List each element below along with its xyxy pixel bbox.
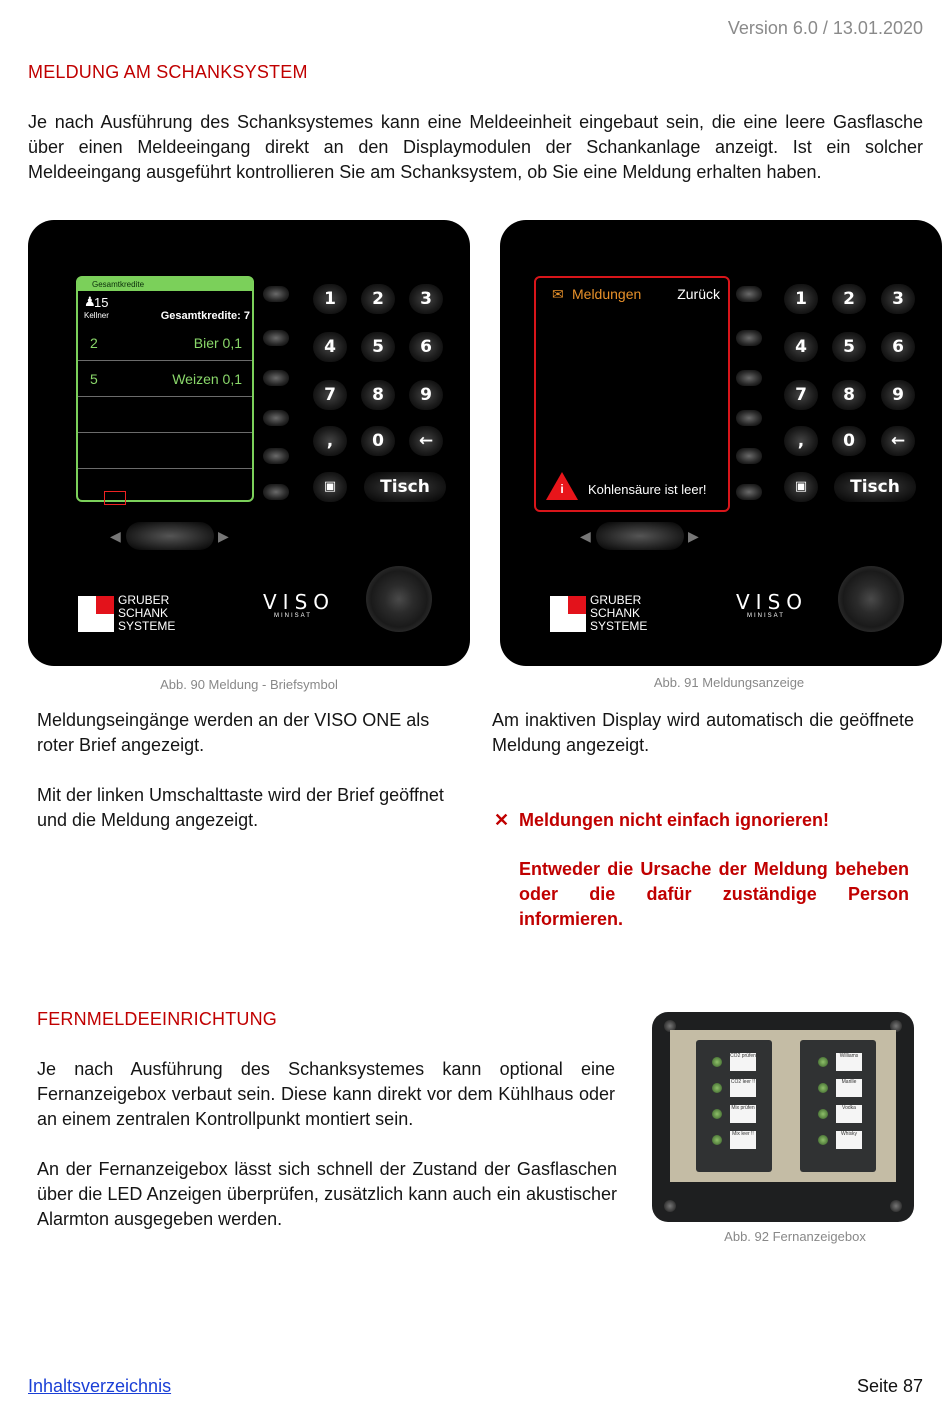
tap-knob[interactable] bbox=[366, 566, 432, 632]
led-row bbox=[706, 1052, 758, 1072]
figure-caption-90: Abb. 90 Meldung - Briefsymbol bbox=[160, 677, 338, 692]
key-3[interactable]: 3 bbox=[881, 284, 915, 314]
led-indicator bbox=[712, 1083, 722, 1093]
device-viso-one-envelope bbox=[28, 220, 470, 666]
arrow-right-icon: ▶ bbox=[688, 528, 699, 544]
switch-key[interactable] bbox=[126, 522, 214, 550]
key-9[interactable]: 9 bbox=[881, 380, 915, 410]
version-label: Version 6.0 / 13.01.2020 bbox=[727, 18, 923, 38]
key-2[interactable]: 2 bbox=[832, 284, 866, 314]
led-row bbox=[812, 1130, 864, 1150]
table-icon-key[interactable]: ▣ bbox=[313, 472, 347, 502]
side-key-1[interactable] bbox=[736, 286, 762, 302]
key-backspace[interactable]: ← bbox=[881, 426, 915, 456]
user-number: 15 bbox=[94, 295, 109, 310]
key-comma[interactable]: , bbox=[313, 426, 347, 456]
key-6[interactable]: 6 bbox=[409, 332, 443, 362]
row-item: Weizen 0,1 bbox=[172, 371, 242, 387]
key-1[interactable]: 1 bbox=[313, 284, 347, 314]
key-4[interactable]: 4 bbox=[784, 332, 818, 362]
side-key-6[interactable] bbox=[263, 484, 289, 500]
led-indicator bbox=[818, 1057, 828, 1067]
side-key-1[interactable] bbox=[263, 286, 289, 302]
section2-paragraph-2: An der Fernanzeigebox lässt sich schnell der Zustand der Gasflaschen über die LED Anzeigen überprüfen, zusätzlich kann auch ein akustischer Alarmton ausgegeben werden. bbox=[37, 1159, 617, 1229]
viso-brand: VISO bbox=[736, 590, 809, 614]
led-label: Marille bbox=[836, 1079, 862, 1097]
toc-link[interactable]: Inhaltsverzeichnis bbox=[28, 1376, 172, 1396]
led-label: Mix prüfen bbox=[730, 1105, 756, 1123]
arrow-left-icon: ◀ bbox=[580, 528, 591, 544]
key-0[interactable]: 0 bbox=[361, 426, 395, 456]
led-label: Williams bbox=[836, 1053, 862, 1071]
minisat-brand: MINISAT bbox=[274, 613, 312, 619]
display-screen bbox=[534, 276, 730, 512]
logo-text: GRUBER SCHANK SYSTEME bbox=[590, 593, 648, 633]
led-row bbox=[706, 1130, 758, 1150]
info-glyph: i bbox=[560, 482, 564, 496]
close-icon: ✕ bbox=[494, 810, 510, 830]
table-icon-key[interactable]: ▣ bbox=[784, 472, 818, 502]
switch-key[interactable] bbox=[596, 522, 684, 550]
led-row bbox=[812, 1078, 864, 1098]
envelope-icon[interactable] bbox=[104, 491, 126, 505]
led-label: Whisky bbox=[836, 1131, 862, 1149]
key-0[interactable]: 0 bbox=[832, 426, 866, 456]
section-title-meldung: MELDUNG AM SCHANKSYSTEM bbox=[28, 62, 308, 82]
total-credits: Gesamtkredite: 7 bbox=[160, 310, 250, 322]
side-key-5[interactable] bbox=[263, 448, 289, 464]
side-key-3[interactable] bbox=[736, 370, 762, 386]
tap-knob[interactable] bbox=[838, 566, 904, 632]
list-item[interactable] bbox=[78, 326, 252, 361]
key-tisch[interactable]: Tisch bbox=[834, 472, 916, 502]
display-screen bbox=[76, 276, 254, 502]
side-key-5[interactable] bbox=[736, 448, 762, 464]
screen-title: Meldungen bbox=[572, 286, 642, 302]
led-indicator bbox=[712, 1135, 722, 1145]
minisat-brand: MINISAT bbox=[747, 613, 785, 619]
row-qty: 5 bbox=[90, 371, 98, 387]
row-qty: 2 bbox=[90, 335, 98, 351]
remote-display-box bbox=[652, 1012, 914, 1222]
key-3[interactable]: 3 bbox=[409, 284, 443, 314]
led-indicator bbox=[818, 1135, 828, 1145]
arrow-left-icon: ◀ bbox=[110, 528, 121, 544]
key-tisch[interactable]: Tisch bbox=[364, 472, 446, 502]
warning-title: Meldungen nicht einfach ignorieren! bbox=[519, 810, 830, 830]
led-label: CO2 leer !! bbox=[730, 1079, 756, 1097]
warning-text: Entweder die Ursache der Meldung beheben oder die dafür zuständige Person informieren. bbox=[519, 859, 909, 929]
led-label: Vodka bbox=[836, 1105, 862, 1123]
figure-caption-91: Abb. 91 Meldungsanzeige bbox=[653, 675, 805, 690]
side-key-4[interactable] bbox=[263, 410, 289, 426]
key-4[interactable]: 4 bbox=[313, 332, 347, 362]
led-row bbox=[812, 1052, 864, 1072]
key-comma[interactable]: , bbox=[784, 426, 818, 456]
key-9[interactable]: 9 bbox=[409, 380, 443, 410]
key-8[interactable]: 8 bbox=[361, 380, 395, 410]
device-viso-one-message bbox=[500, 220, 942, 666]
key-1[interactable]: 1 bbox=[784, 284, 818, 314]
key-8[interactable]: 8 bbox=[832, 380, 866, 410]
left-paragraph-2: Mit der linken Umschalttaste wird der Brief geöffnet und die Meldung angezeigt. bbox=[37, 785, 444, 830]
led-label: Mix leer !! bbox=[730, 1131, 756, 1149]
key-2[interactable]: 2 bbox=[361, 284, 395, 314]
led-indicator bbox=[712, 1109, 722, 1119]
key-5[interactable]: 5 bbox=[361, 332, 395, 362]
page-number: Seite 87 bbox=[856, 1376, 923, 1396]
led-row bbox=[706, 1078, 758, 1098]
left-paragraph-1: Meldungseingänge werden an der VISO ONE als roter Brief angezeigt. bbox=[37, 710, 430, 755]
row-item: Bier 0,1 bbox=[193, 335, 242, 351]
user-icon: ♟ bbox=[84, 294, 96, 309]
section2-paragraph-1: Je nach Ausführung des Schanksystemes kann optional eine Fernanzeigebox verbaut sein. Diese kann direkt vor dem Kühlhaus oder an einem zentralen Kontrollpunkt montiert sein. bbox=[37, 1059, 615, 1129]
side-key-2[interactable] bbox=[263, 330, 289, 346]
section-title-fernmelde: FERNMELDEEINRICHTUNG bbox=[37, 1009, 278, 1029]
led-row bbox=[812, 1104, 864, 1124]
message-text: Kohlensäure ist leer! bbox=[588, 482, 707, 497]
side-key-6[interactable] bbox=[736, 484, 762, 500]
gruber-logo bbox=[550, 596, 586, 632]
side-key-3[interactable] bbox=[263, 370, 289, 386]
screen-header: Gesamtkredite bbox=[78, 278, 252, 291]
led-label: CO2 prüfen bbox=[730, 1053, 756, 1071]
envelope-icon: ✉ bbox=[552, 286, 564, 302]
section-intro-text: Je nach Ausführung des Schanksystemes kann eine Meldeeinheit eingebaut sein, die eine leere Gasflasche über einen Meldeeingang direkt an den Displaymodulen der Schankanlage anzeigt. Ist ein solcher Meldeeingang ausgeführt kontrollieren Sie am Schanksystem, ob Sie eine Meldung erhalten haben. bbox=[28, 112, 923, 182]
back-button[interactable]: Zurück bbox=[677, 286, 720, 302]
right-paragraph-1: Am inaktiven Display wird automatisch die geöffnete Meldung angezeigt. bbox=[492, 710, 914, 755]
led-indicator bbox=[818, 1109, 828, 1119]
figure-caption-92: Abb. 92 Fernanzeigebox bbox=[724, 1229, 866, 1244]
arrow-right-icon: ▶ bbox=[218, 528, 229, 544]
logo-text: GRUBER SCHANK SYSTEME bbox=[118, 593, 176, 633]
key-7[interactable]: 7 bbox=[784, 380, 818, 410]
key-6[interactable]: 6 bbox=[881, 332, 915, 362]
led-indicator bbox=[818, 1083, 828, 1093]
user-role: Kellner bbox=[84, 311, 109, 320]
key-5[interactable]: 5 bbox=[832, 332, 866, 362]
led-indicator bbox=[712, 1057, 722, 1067]
led-row bbox=[706, 1104, 758, 1124]
gruber-logo bbox=[78, 596, 114, 632]
key-backspace[interactable]: ← bbox=[409, 426, 443, 456]
key-7[interactable]: 7 bbox=[313, 380, 347, 410]
viso-brand: VISO bbox=[263, 590, 336, 614]
side-key-4[interactable] bbox=[736, 410, 762, 426]
side-key-2[interactable] bbox=[736, 330, 762, 346]
list-item[interactable] bbox=[78, 362, 252, 397]
list-item-empty bbox=[78, 434, 252, 469]
list-item-empty bbox=[78, 398, 252, 433]
